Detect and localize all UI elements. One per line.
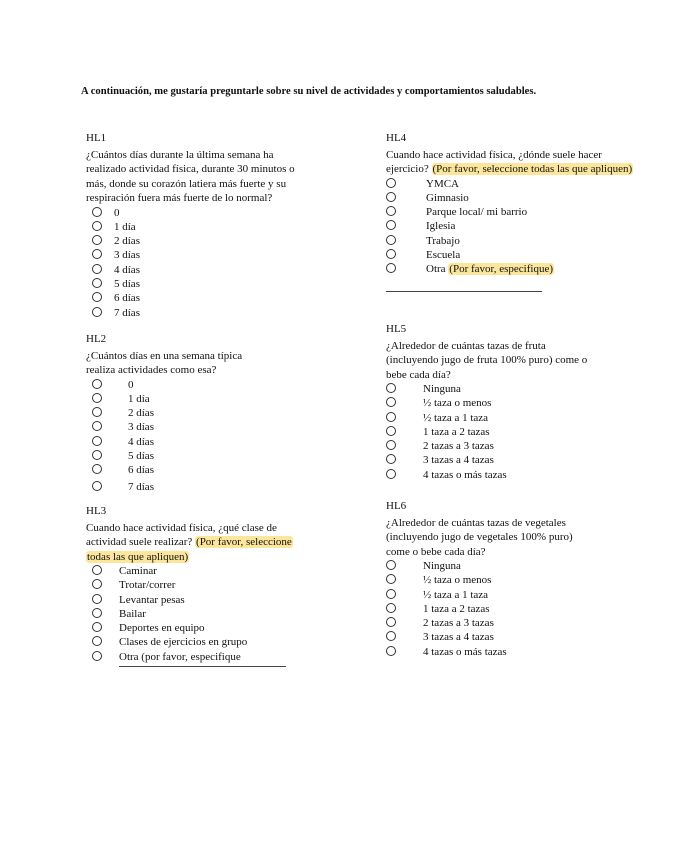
question-hl2 (86, 332, 326, 494)
option-2-dias[interactable] (86, 406, 326, 420)
radio-button[interactable] (92, 608, 102, 618)
prompt-line: ¿Cuántos días durante la última semana ha (86, 148, 274, 161)
option-escuela[interactable] (386, 248, 666, 262)
prompt-line (86, 550, 326, 565)
option-half-or-less[interactable] (386, 396, 666, 410)
option-6-dias[interactable] (86, 291, 326, 305)
option-4-or-more[interactable] (386, 645, 666, 659)
option-label: 1 taza a 2 tazas (423, 425, 490, 438)
radio-button[interactable] (386, 469, 396, 479)
question-prompt (386, 339, 666, 383)
question-prompt (386, 148, 666, 177)
radio-button[interactable] (92, 292, 102, 302)
question-code: HL5 (386, 323, 407, 335)
prompt-line: ¿Alrededor de cuántas tazas de vegetales (386, 516, 566, 529)
option-label: Deportes en equipo (119, 622, 205, 635)
specify-answer-line[interactable] (386, 291, 542, 292)
radio-button[interactable] (386, 412, 396, 422)
radio-button[interactable] (92, 264, 102, 274)
radio-button[interactable] (92, 249, 102, 259)
question-prompt (86, 349, 326, 378)
option-7-dias[interactable] (86, 480, 326, 494)
option-label: YMCA (426, 177, 460, 190)
option-half-to-1[interactable] (386, 588, 666, 602)
prompt-line (86, 535, 326, 550)
option-iglesia[interactable] (386, 219, 666, 233)
radio-button[interactable] (92, 393, 102, 403)
option-4-or-more[interactable] (386, 468, 666, 482)
option-label: ½ taza a 1 taza (423, 588, 489, 601)
prompt-line: realizado actividad física, durante 30 minutos o (86, 163, 295, 175)
radio-button[interactable] (92, 481, 102, 491)
question-code: HL2 (86, 333, 107, 345)
radio-button[interactable] (386, 249, 396, 259)
option-label: 3 días (114, 249, 140, 262)
option-label: 5 días (114, 277, 140, 290)
option-7-dias[interactable] (86, 306, 326, 320)
option-1-to-2[interactable] (386, 425, 666, 439)
radio-button[interactable] (92, 379, 102, 389)
option-label: Trotar/correr (119, 579, 176, 592)
radio-button[interactable] (92, 579, 102, 589)
option-2-dias[interactable] (86, 234, 326, 248)
option-gimnasio[interactable] (386, 191, 666, 205)
prompt-text: ejercicio? (386, 163, 432, 175)
option-label: 0 (128, 378, 134, 391)
radio-button[interactable] (386, 206, 396, 216)
radio-button[interactable] (386, 631, 396, 641)
option-6-dias[interactable] (86, 463, 326, 477)
option-ninguna[interactable] (386, 559, 666, 573)
option-label: 0 (114, 206, 120, 219)
question-code: HL4 (386, 132, 407, 144)
question-code: HL1 (86, 132, 107, 144)
radio-button[interactable] (386, 220, 396, 230)
radio-button[interactable] (92, 436, 102, 446)
prompt-line: bebe cada día? (386, 368, 451, 381)
radio-button[interactable] (386, 178, 396, 188)
options-list (386, 382, 666, 482)
highlighted-instruction: (Por favor, seleccione (196, 536, 292, 548)
question-prompt (86, 148, 326, 206)
option-2-to-3[interactable] (386, 439, 666, 453)
highlighted-instruction: (Por favor, seleccione todas las que apliquen) (432, 163, 633, 175)
radio-button[interactable] (92, 307, 102, 317)
prompt-line: Cuando hace actividad física, ¿qué clase de (86, 521, 277, 534)
question-hl3 (86, 504, 326, 664)
radio-button[interactable] (92, 450, 102, 460)
options-list (86, 378, 326, 494)
question-prompt (386, 516, 666, 560)
option-label: Ninguna (423, 560, 461, 572)
options-list (86, 206, 326, 320)
option-label: Caminar (119, 565, 157, 577)
question-hl5 (386, 322, 666, 482)
specify-answer-line[interactable] (119, 666, 286, 667)
radio-button[interactable] (386, 192, 396, 202)
option-label: 5 días (128, 449, 154, 462)
radio-button[interactable] (386, 454, 396, 464)
radio-button[interactable] (386, 617, 396, 627)
option-half-to-1[interactable] (386, 411, 666, 425)
option-pesas[interactable] (86, 593, 326, 607)
radio-button[interactable] (92, 636, 102, 646)
question-hl4 (386, 131, 666, 277)
radio-button[interactable] (92, 221, 102, 231)
radio-button[interactable] (386, 397, 396, 407)
highlighted-instruction: (Por favor, especifique) (449, 263, 554, 276)
prompt-line: respiración fuera más fuerte de lo normal? (86, 192, 273, 204)
option-label: 2 tazas a 3 tazas (423, 440, 494, 453)
option-1-dia[interactable] (86, 220, 326, 234)
radio-button[interactable] (386, 426, 396, 436)
question-code: HL3 (86, 505, 107, 517)
options-list (86, 564, 326, 664)
option-3-dias[interactable] (86, 248, 326, 262)
radio-button[interactable] (386, 263, 396, 273)
option-3-dias[interactable] (86, 420, 326, 434)
option-0[interactable] (86, 206, 326, 220)
option-caminar[interactable] (86, 564, 326, 578)
option-bailar[interactable] (86, 607, 326, 621)
option-label: 1 día (114, 220, 136, 233)
options-list (386, 177, 666, 277)
prompt-line: come o bebe cada día? (386, 545, 486, 558)
radio-button[interactable] (386, 589, 396, 599)
option-label: 1 día (128, 392, 150, 405)
prompt-line: (incluyendo jugo de fruta 100% puro) come o (386, 354, 588, 366)
radio-button[interactable] (92, 278, 102, 288)
option-3-to-4[interactable] (386, 453, 666, 467)
option-ymca[interactable] (386, 177, 666, 191)
question-prompt (86, 521, 326, 565)
option-otra[interactable] (86, 650, 326, 664)
option-label: 3 tazas a 4 tazas (423, 454, 494, 467)
option-label (426, 262, 554, 277)
radio-button[interactable] (92, 207, 102, 217)
option-parque[interactable] (386, 205, 666, 219)
option-1-dia[interactable] (86, 392, 326, 406)
prompt-line: ¿Alrededor de cuántas tazas de fruta (386, 339, 546, 352)
radio-button[interactable] (386, 235, 396, 245)
option-deportes[interactable] (86, 621, 326, 635)
prompt-line (386, 162, 666, 177)
radio-button[interactable] (386, 383, 396, 393)
radio-button[interactable] (386, 440, 396, 450)
question-hl1 (86, 131, 326, 320)
option-1-to-2[interactable] (386, 602, 666, 616)
radio-button[interactable] (386, 603, 396, 613)
option-label: 3 tazas a 4 tazas (423, 631, 494, 644)
option-5-dias[interactable] (86, 277, 326, 291)
option-label: 2 tazas a 3 tazas (423, 617, 494, 630)
option-label: 1 taza a 2 tazas (423, 602, 490, 615)
question-hl6 (386, 499, 666, 659)
option-label: Otra (por favor, especifique (119, 650, 241, 663)
prompt-line: más, donde su corazón latiera más fuerte y su (86, 177, 287, 190)
option-label: Levantar pesas (119, 593, 185, 606)
option-label: Clases de ejercicios en grupo (119, 636, 248, 649)
option-label: 6 días (114, 292, 140, 305)
prompt-line: Cuando hace actividad física, ¿dónde suele hacer (386, 148, 602, 161)
prompt-text: actividad suele realizar? (86, 536, 196, 548)
highlighted-instruction: todas las que apliquen) (87, 550, 189, 563)
radio-button[interactable] (92, 651, 102, 661)
option-label: Iglesia (426, 220, 456, 233)
option-label: Trabajo (426, 234, 460, 247)
option-label: Gimnasio (426, 191, 469, 204)
option-label: Parque local/ mi barrio (426, 206, 528, 219)
radio-button[interactable] (386, 560, 396, 570)
radio-button[interactable] (92, 565, 102, 575)
radio-button[interactable] (92, 421, 102, 431)
prompt-line: ¿Cuántos días en una semana típica (86, 349, 243, 362)
option-otra[interactable] (386, 262, 666, 276)
other-text: Otra (426, 263, 449, 276)
option-clases[interactable] (86, 635, 326, 649)
option-label: 3 días (128, 421, 154, 434)
option-label: Escuela (426, 248, 461, 261)
option-label: 6 días (128, 464, 154, 477)
option-label: 2 días (128, 407, 154, 420)
option-label: Bailar (119, 607, 146, 620)
prompt-line: (incluyendo jugo de vegetales 100% puro) (386, 531, 573, 543)
option-4-dias[interactable] (86, 263, 326, 277)
option-label: 4 tazas o más tazas (423, 468, 507, 481)
radio-button[interactable] (92, 407, 102, 417)
radio-button[interactable] (92, 622, 102, 632)
radio-button[interactable] (92, 235, 102, 245)
option-label: 4 días (128, 435, 154, 448)
option-trotar[interactable] (86, 578, 326, 592)
radio-button[interactable] (386, 646, 396, 656)
question-code: HL6 (386, 500, 407, 512)
option-0[interactable] (86, 378, 326, 392)
option-2-to-3[interactable] (386, 616, 666, 630)
option-label: ½ taza o menos (423, 397, 492, 410)
options-list (386, 559, 666, 659)
radio-button[interactable] (92, 464, 102, 474)
prompt-line: realiza actividades como esa? (86, 364, 217, 376)
radio-button[interactable] (386, 574, 396, 584)
option-label: 4 días (114, 263, 140, 276)
option-label: 2 días (114, 235, 140, 248)
option-3-to-4[interactable] (386, 630, 666, 644)
option-label: 7 días (128, 480, 154, 493)
option-trabajo[interactable] (386, 234, 666, 248)
option-ninguna[interactable] (386, 382, 666, 396)
option-label: ½ taza o menos (423, 574, 492, 587)
option-5-dias[interactable] (86, 449, 326, 463)
intro-heading: A continuación, me gustaría preguntarle sobre su nivel de actividades y comportamientos saludables. (81, 86, 537, 97)
option-half-or-less[interactable] (386, 573, 666, 587)
option-label: Ninguna (423, 383, 461, 395)
option-label: 7 días (114, 306, 140, 319)
option-label: ½ taza a 1 taza (423, 411, 489, 424)
option-4-dias[interactable] (86, 435, 326, 449)
radio-button[interactable] (92, 594, 102, 604)
option-label: 4 tazas o más tazas (423, 645, 507, 658)
